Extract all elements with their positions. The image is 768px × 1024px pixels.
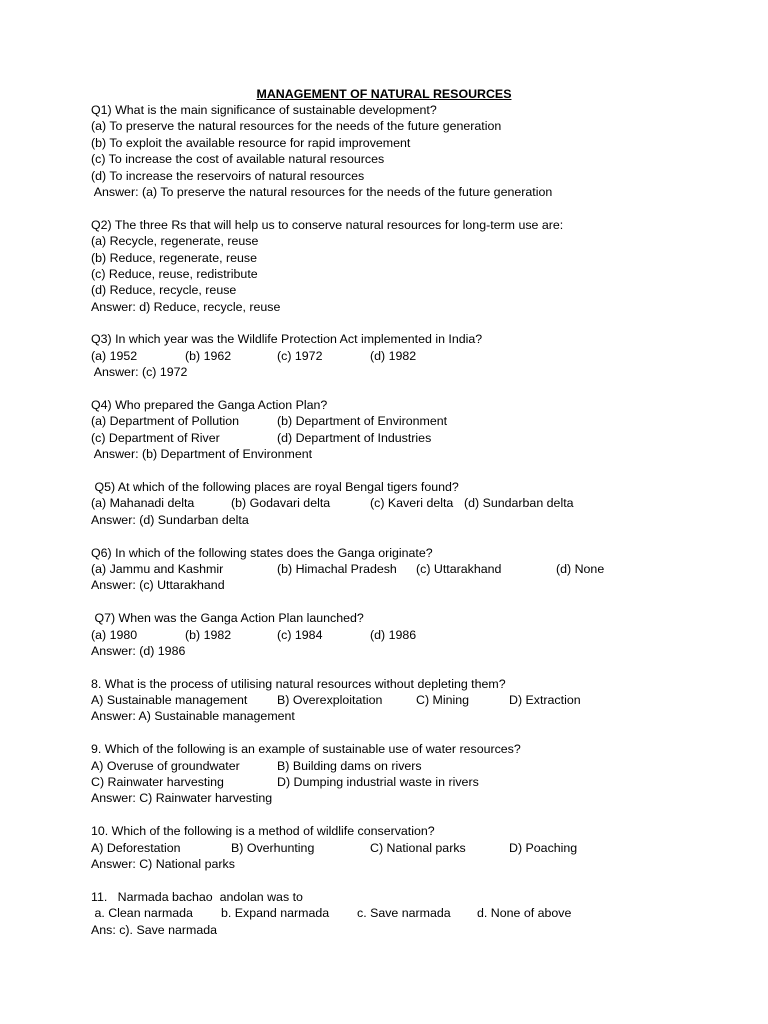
option: (a) 1980 [91, 627, 138, 642]
option: (d) 1986 [370, 627, 417, 642]
option: C) Rainwater harvesting [91, 775, 224, 790]
question-text: 8. What is the process of utilising natural resources without depleting them? [91, 676, 506, 691]
question-text: Q3) In which year was the Wildlife Protection Act implemented in India? [91, 332, 483, 347]
page-title: MANAGEMENT OF NATURAL RESOURCES [256, 87, 512, 101]
option: a. Clean narmada [91, 906, 193, 921]
option: (c) 1972 [277, 348, 323, 363]
option: D) Extraction [509, 693, 581, 708]
option: C) National parks [370, 840, 466, 855]
answer: Answer: (a) To preserve the natural resources for the needs of the future generation [91, 184, 553, 199]
option: (d) Reduce, recycle, reuse [91, 283, 237, 298]
options-row [91, 840, 731, 856]
option: B) Overhunting [231, 840, 315, 855]
question-text: Q2) The three Rs that will help us to conserve natural resources for long-term use are: [91, 217, 564, 232]
option: (a) Jammu and Kashmir [91, 561, 224, 576]
answer: Answer: d) Reduce, recycle, reuse [91, 299, 281, 314]
question-text: Q4) Who prepared the Ganga Action Plan? [91, 398, 328, 413]
option: (a) Mahanadi delta [91, 496, 195, 511]
option: (b) Godavari delta [231, 496, 331, 511]
question-list [91, 102, 731, 938]
option: A) Deforestation [91, 840, 181, 855]
question-text: Q6) In which of the following states does the Ganga originate? [91, 545, 433, 560]
options-row [91, 627, 731, 643]
options-row [91, 495, 731, 511]
options-row [91, 774, 731, 790]
option: (c) Uttarakhand [416, 561, 502, 576]
options-row [91, 758, 731, 774]
option: A) Overuse of groundwater [91, 758, 240, 773]
option: (d) Sundarban delta [464, 496, 574, 511]
option: (d) None [556, 561, 605, 576]
option: (d) Department of Industries [277, 430, 432, 445]
option: (b) Reduce, regenerate, reuse [91, 250, 257, 265]
option: c. Save narmada [357, 906, 451, 921]
option: (c) Reduce, reuse, redistribute [91, 266, 258, 281]
option: D) Poaching [509, 840, 578, 855]
answer: Answer: (c) 1972 [91, 365, 188, 380]
options-row [91, 561, 731, 577]
option: B) Overexploitation [277, 693, 383, 708]
option: (c) Kaveri delta [370, 496, 454, 511]
option: (b) 1962 [185, 348, 232, 363]
answer: Answer: (b) Department of Environment [91, 447, 313, 462]
option: d. None of above [477, 906, 572, 921]
options-row [91, 430, 731, 446]
answer: Answer: A) Sustainable management [91, 709, 295, 724]
option: (a) Recycle, regenerate, reuse [91, 234, 259, 249]
options-row [91, 413, 731, 429]
option: (a) Department of Pollution [91, 414, 240, 429]
option: (a) 1952 [91, 348, 138, 363]
option: (b) 1982 [185, 627, 232, 642]
question-text: 10. Which of the following is a method of wildlife conservation? [91, 824, 435, 839]
question-text: Q7) When was the Ganga Action Plan launched? [91, 611, 364, 626]
option: (c) To increase the cost of available natural resources [91, 152, 385, 167]
options-row [91, 905, 731, 921]
options-row [91, 692, 731, 708]
answer: Answer: (d) 1986 [91, 643, 186, 658]
question-text: Q1) What is the main significance of sustainable development? [91, 103, 437, 117]
option: B) Building dams on rivers [277, 758, 422, 773]
answer: Answer: (c) Uttarakhand [91, 578, 225, 593]
answer: Answer: C) Rainwater harvesting [91, 791, 273, 806]
question-text: Q5) At which of the following places are royal Bengal tigers found? [91, 479, 459, 494]
answer: Answer: C) National parks [91, 856, 235, 871]
option: (c) Department of River [91, 430, 220, 445]
option: (b) Department of Environment [277, 414, 448, 429]
option: (d) 1982 [370, 348, 417, 363]
option: (d) To increase the reservoirs of natural resources [91, 168, 365, 183]
option: D) Dumping industrial waste in rivers [277, 775, 479, 790]
option: (a) To preserve the natural resources for the needs of the future generation [91, 119, 502, 134]
option: (c) 1984 [277, 627, 323, 642]
option: (b) To exploit the available resource for rapid improvement [91, 135, 411, 150]
option: A) Sustainable management [91, 693, 248, 708]
question-text: 11. Narmada bachao andolan was to [91, 889, 303, 904]
options-row [91, 348, 731, 364]
answer: Ans: c). Save narmada [91, 922, 218, 937]
option: b. Expand narmada [221, 906, 330, 921]
option: C) Mining [416, 693, 470, 708]
question-text: 9. Which of the following is an example of sustainable use of water resources? [91, 742, 521, 757]
option: (b) Himachal Pradesh [277, 561, 397, 576]
answer: Answer: (d) Sundarban delta [91, 512, 249, 527]
